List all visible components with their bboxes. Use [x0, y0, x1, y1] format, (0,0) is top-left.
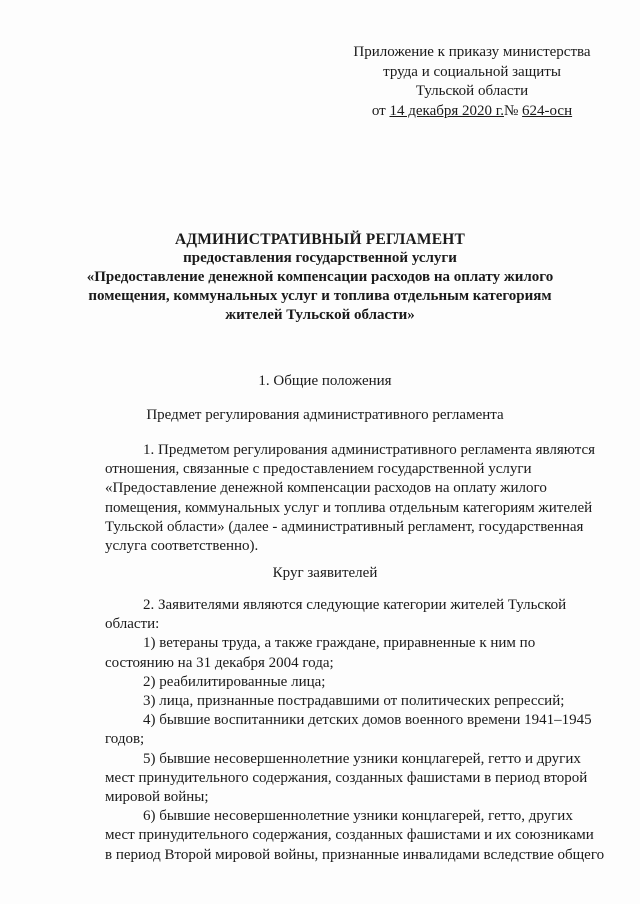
p2-line-1: 2. Заявителями являются следующие категории жителей Тульской	[143, 597, 567, 613]
title-line-3: «Предоставление денежной компенсации расходов на оплату жилого	[86, 269, 554, 285]
item-1-line-1: 1) ветераны труда, а также граждане, приравненные к ним по	[143, 635, 536, 652]
appendix-line-3: Тульской области	[415, 83, 529, 99]
paragraph-1	[105, 441, 605, 556]
p1-line-4: помещения, коммунальных услуг и топлива отдельным категориям жителей	[105, 499, 593, 516]
item-5-line-3: мировой войны;	[105, 789, 209, 806]
section-1-heading: 1. Общие положения	[258, 373, 392, 389]
appendix-date-line	[340, 102, 604, 122]
p2-line-2: области:	[105, 616, 160, 633]
order-date: 14 декабря 2020 г.	[389, 102, 504, 119]
item-5-line-1: 5) бывшие несовершеннолетние узники концлагерей, гетто и других	[143, 750, 581, 767]
section-2-heading: Круг заявителей	[272, 565, 378, 581]
title-line-1: АДМИНИСТРАТИВНЫЙ РЕГЛАМЕНТ	[174, 231, 466, 248]
p1-line-5: Тульской области» (далее - административный регламент, государственная	[105, 518, 584, 535]
appendix-line-1: Приложение к приказу министерства	[353, 44, 591, 60]
number-prefix: №	[503, 102, 523, 119]
p1-line-3: «Предоставление денежной компенсации расходов на оплату жилого	[105, 480, 547, 497]
p1-line-1: 1. Предметом регулирования административного регламента являются	[143, 442, 596, 458]
item-6-line-2: мест принудительного содержания, созданных фашистами и их союзниками	[105, 827, 594, 844]
item-4-line-1: 4) бывшие воспитанники детских домов военного времени 1941–1945	[143, 712, 592, 729]
item-6-line-1: 6) бывшие несовершеннолетние узники концлагерей, гетто, других	[143, 808, 573, 825]
p1-line-2: отношения, связанные с предоставлением государственной услуги	[105, 461, 532, 478]
appendix-header	[340, 43, 604, 121]
document-title	[40, 230, 600, 325]
p1-line-6: услуга соответственно).	[105, 538, 259, 555]
section-1-subheading: Предмет регулирования административного регламента	[146, 407, 504, 423]
title-line-4: помещения, коммунальных услуг и топлива отдельным категориям	[88, 288, 552, 304]
order-number: 624-осн	[522, 102, 573, 119]
appendix-line-2: труда и социальной защиты	[383, 63, 561, 80]
date-prefix: от	[371, 102, 390, 119]
item-3-line-1: 3) лица, признанные пострадавшими от политических репрессий;	[143, 693, 565, 710]
title-line-5: жителей Тульской области»	[225, 307, 415, 323]
item-1-line-2: состоянию на 31 декабря 2004 года;	[105, 654, 334, 671]
item-2-line-1: 2) реабилитированные лица;	[143, 673, 326, 690]
paragraph-2	[105, 596, 605, 865]
item-6-line-3: в период Второй мировой войны, признанные инвалидами вследствие общего	[105, 846, 605, 863]
item-5-line-2: мест принудительного содержания, созданных фашистами в период второй	[105, 769, 588, 786]
item-4-line-2: годов;	[105, 731, 145, 748]
title-line-2: предоставления государственной услуги	[183, 250, 457, 266]
